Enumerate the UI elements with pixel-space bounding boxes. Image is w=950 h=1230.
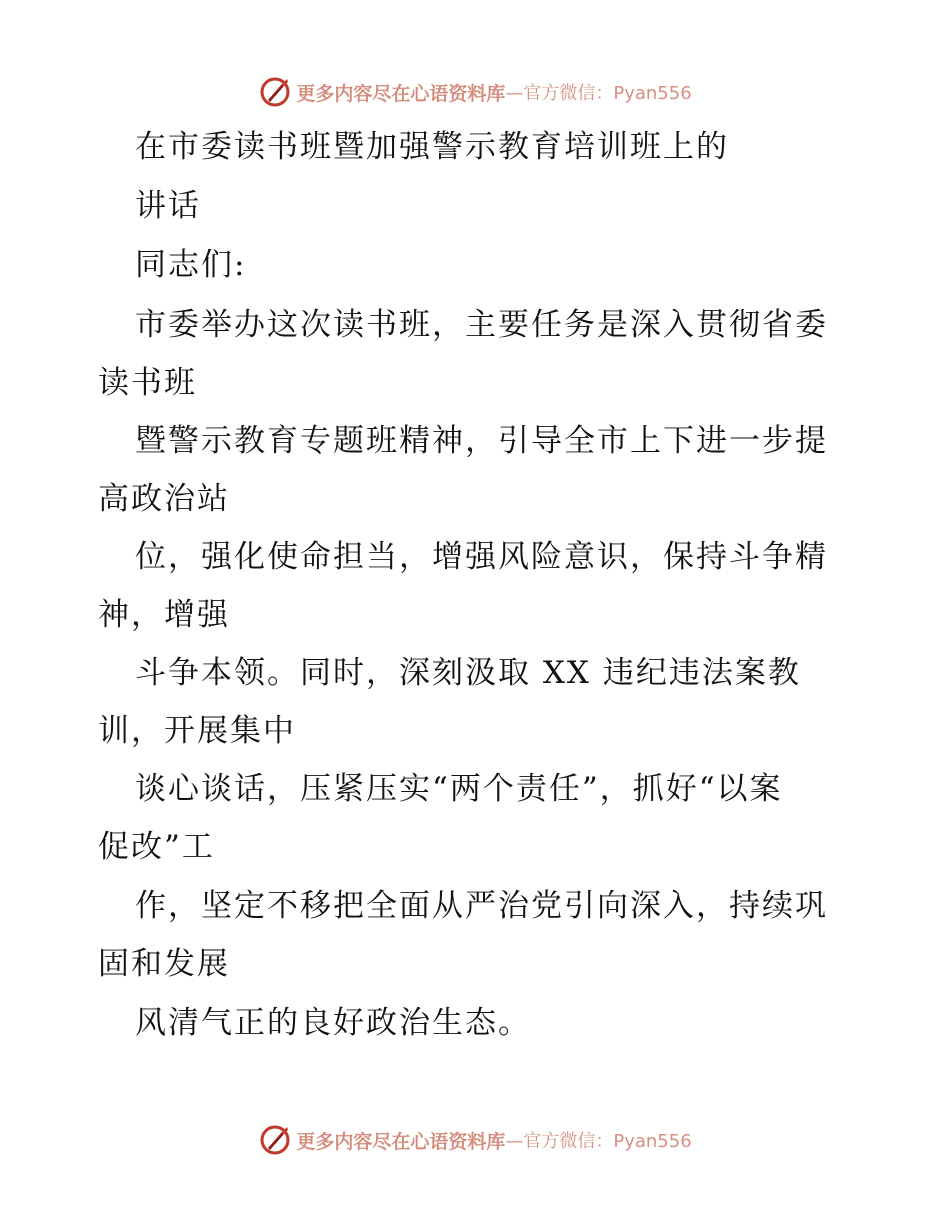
body-line: 作，坚定不移把全面从严治党引向深入，持续巩 — [135, 888, 828, 924]
salutation: 同志们: — [135, 247, 247, 283]
body-line: 高政治站 — [98, 481, 230, 517]
body-line: 市委举办这次读书班，主要任务是深入贯彻省委 — [135, 307, 828, 343]
watermark-main-text: 更多内容尽在心语资料库 — [296, 82, 506, 105]
body-line: 固和发展 — [98, 946, 230, 982]
body-line: 暨警示教育专题班精神，引导全市上下进一步提 — [135, 423, 828, 459]
header-watermark — [0, 72, 950, 112]
body-line: 斗争本领。同时，深刻汲取 XX 违纪违法案教 — [135, 655, 801, 691]
title-line-2: 讲话 — [135, 188, 201, 224]
body-line: 训，开展集中 — [98, 713, 296, 749]
body-line: 促改”工 — [98, 829, 215, 865]
quill-pen-logo-icon — [258, 75, 292, 109]
watermark-main-text: 更多内容尽在心语资料库 — [296, 1130, 506, 1153]
body-line: 风清气正的良好政治生态。 — [135, 1005, 531, 1041]
body-line: 读书班 — [98, 365, 197, 401]
title-line-1: 在市委读书班暨加强警示教育培训班上的 — [135, 129, 729, 165]
body-line: 神，增强 — [98, 597, 230, 633]
watermark-wechat-text: —官方微信：Pyan556 — [505, 1131, 692, 1152]
body-line: 位，强化使命担当，增强风险意识，保持斗争精 — [135, 539, 828, 575]
watermark-wechat-text: —官方微信：Pyan556 — [505, 83, 692, 104]
body-line: 谈心谈话，压紧压实“两个责任”，抓好“以案 — [135, 771, 783, 807]
quill-pen-logo-icon — [258, 1123, 292, 1157]
footer-watermark — [0, 1120, 950, 1160]
